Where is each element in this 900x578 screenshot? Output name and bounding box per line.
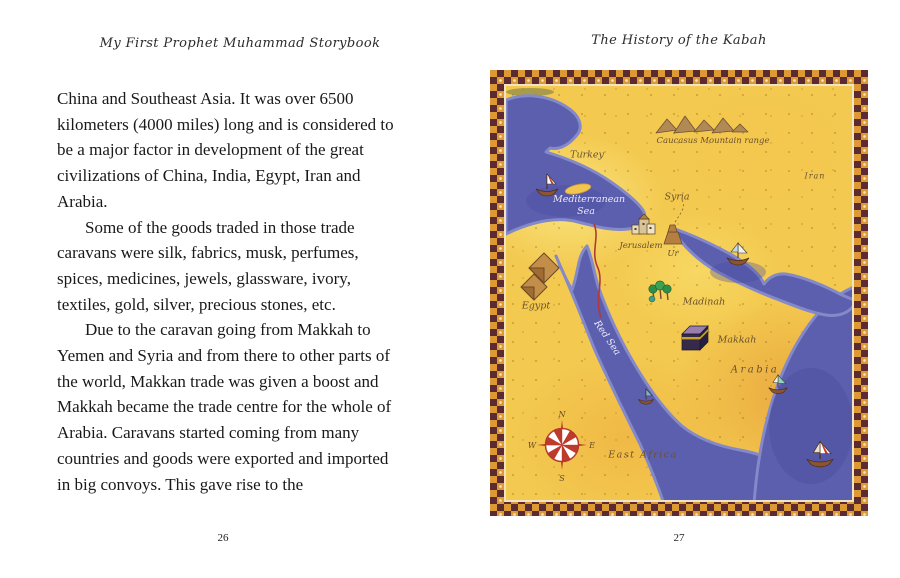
paragraph: Some of the goods traded in those trade caravans were silk, fabrics, musk, perfumes, spices, medicines, jewels, glassware, ivory, textiles, gold, silver, precious stones, etc. [57,217,359,314]
page-number-left: 26 [217,532,229,544]
paragraph: China and Southeast Asia. It was over 6500 kilometers (4000 miles) long and is considered to be a major factor in development of the great civilizations of China, India, Egypt, Iran and Arabia. [57,89,394,211]
map-canvas [504,84,854,502]
map-label-syria: Syria [664,191,690,203]
map-artwork [506,86,854,502]
compass-n-label: N [558,410,566,419]
map-label-red-sea: Red Sea [591,318,623,358]
map-label-makkah: Makkah [717,334,757,346]
map-label-jerusalem: Jerusalem [619,241,663,251]
mountain-range-icon [656,116,748,133]
page-number-right: 27 [673,532,685,544]
map-label-caucasus: Caucasus Mountain range [656,136,770,146]
paragraph: Due to the caravan going from Makkah to Yemen and Syria and from there to other parts of the world, Makkan trade was given a boost and Makkah became the trade centre for the whole of Arabia. Caravans started coming from many countries and goods were exported and imported in big convoys. This gave rise to the [57,320,392,494]
map-label-egypt: Egypt [521,300,551,312]
compass-rose-icon [528,410,595,483]
map-label-iran: Iran [804,171,826,181]
map-label-east-africa: East Africa [608,449,678,461]
map-label-mediterranean-sea: Mediterranean Sea [553,194,626,217]
running-header-right: The History of the Kabah [591,33,767,48]
pyramids-icon [521,253,559,300]
body-text [57,86,395,497]
compass-w-label: W [527,441,537,450]
compass-s-label: S [559,474,565,483]
running-header-left: My First Prophet Muhammad Storybook [99,36,381,51]
map-label-turkey: Turkey [570,149,604,161]
compass-e-label: E [589,441,595,450]
sea-shading [769,368,853,484]
map-label-ur: Ur [667,249,679,259]
kaaba-icon [682,326,708,350]
palm-trees-icon [649,281,671,302]
map-illustration [490,70,868,516]
map-label-madinah: Madinah [682,296,726,308]
map-label-arabia: Arabia [730,364,780,376]
